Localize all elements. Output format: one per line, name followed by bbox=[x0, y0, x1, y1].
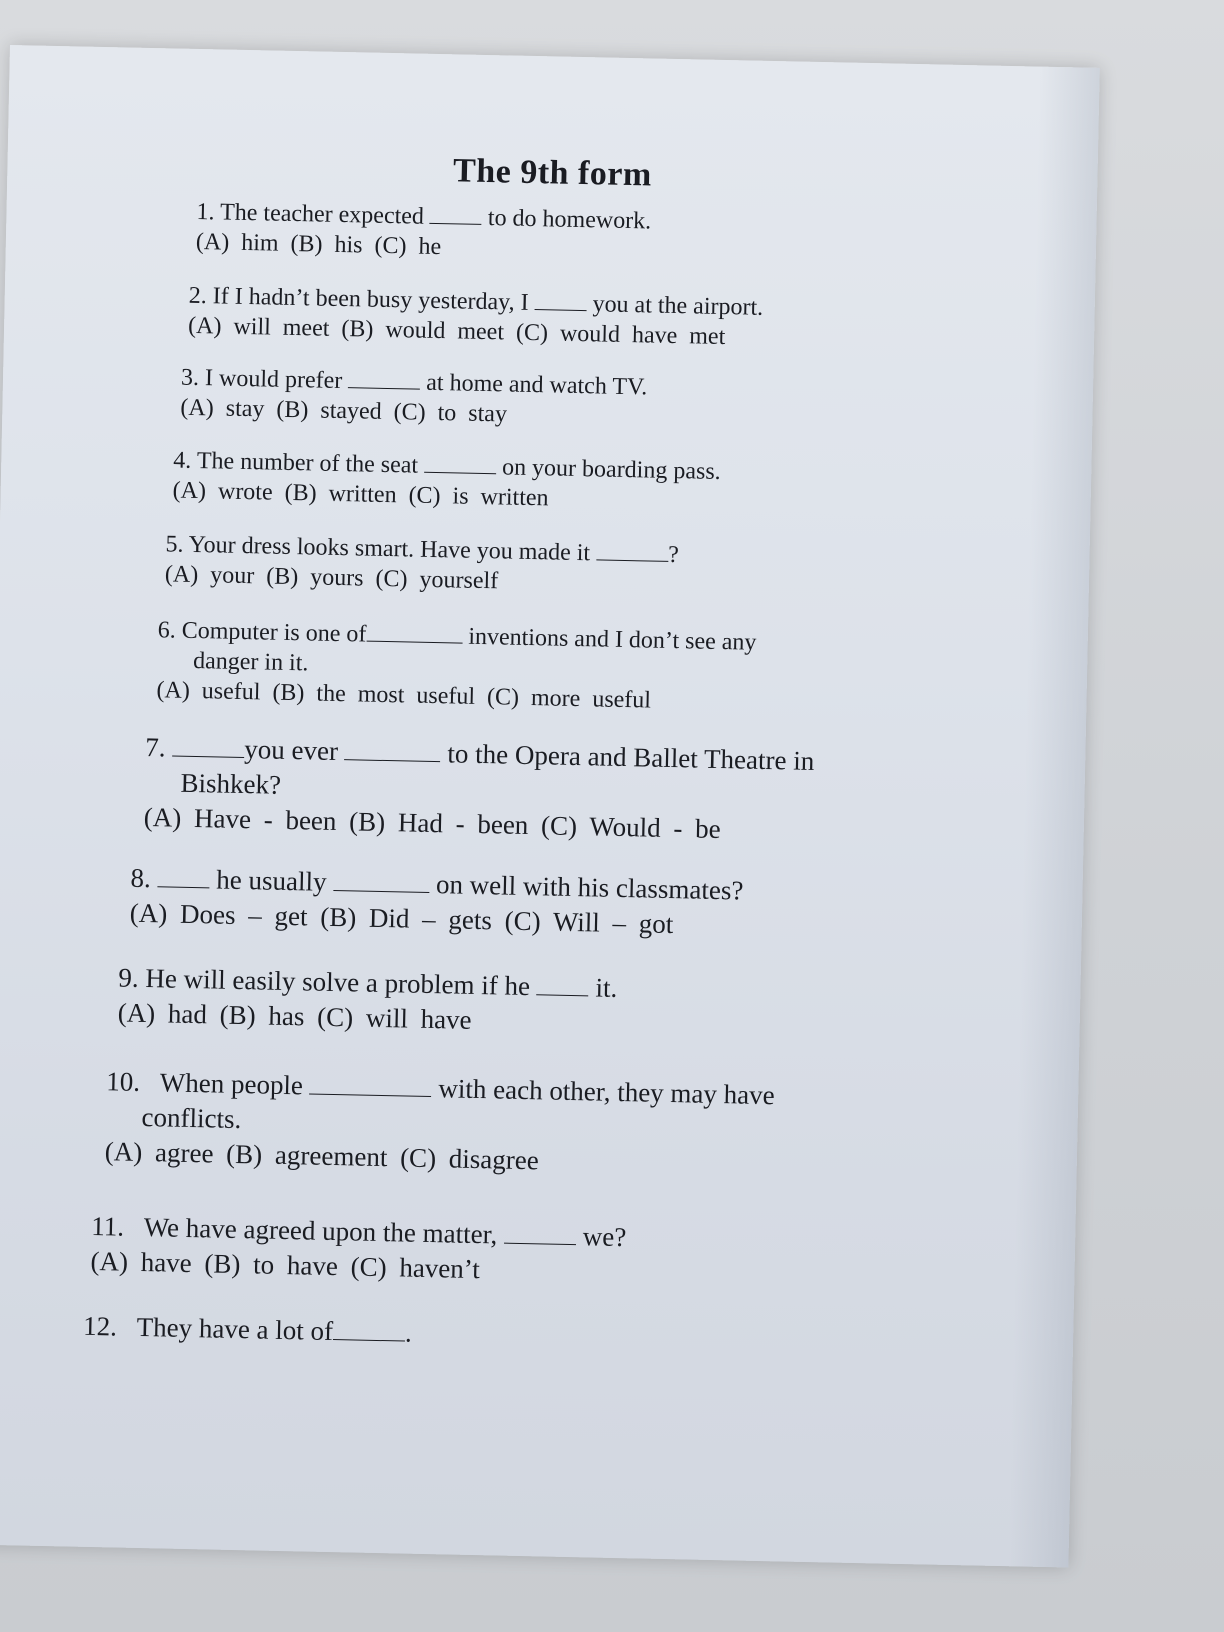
answer-options: (A) will meet (B) would meet (C) would have met bbox=[187, 312, 726, 351]
question-3 bbox=[180, 363, 1041, 441]
question-number: 9. bbox=[118, 962, 140, 993]
question-text-after: ? bbox=[667, 541, 680, 569]
question-text-before: The teacher expected bbox=[219, 199, 425, 230]
answer-options: (A) him (B) his (C) he bbox=[195, 228, 442, 261]
question-number: 3. bbox=[180, 364, 200, 392]
worksheet-content bbox=[0, 45, 1100, 1567]
question-text-before: If I hadn’t been busy yesterday, I bbox=[212, 283, 529, 316]
answer-options: (A) useful (B) the most useful (C) more useful bbox=[156, 677, 652, 714]
answer-blank bbox=[172, 736, 244, 759]
question-text-after: you at the airport. bbox=[592, 291, 764, 321]
question-text-before: Computer is one of bbox=[181, 617, 367, 648]
question-number: 8. bbox=[130, 862, 152, 894]
question-text-after: . bbox=[404, 1317, 413, 1348]
answer-blank bbox=[348, 367, 420, 390]
question-text-after: we? bbox=[582, 1221, 627, 1253]
question-text-before: I would prefer bbox=[204, 365, 343, 395]
question-text-before: They have a lot of bbox=[136, 1311, 334, 1347]
answer-blank bbox=[596, 539, 668, 562]
answer-blank bbox=[157, 866, 209, 888]
answer-blank bbox=[537, 974, 589, 996]
answer-blank bbox=[534, 289, 586, 311]
answer-blank bbox=[345, 739, 441, 762]
question-number: 12. bbox=[82, 1310, 118, 1342]
question-number: 10. bbox=[106, 1066, 141, 1097]
question-text-after: on well with his classmates? bbox=[435, 869, 744, 906]
answer-blank bbox=[504, 1223, 576, 1246]
paper-sheet bbox=[0, 45, 1100, 1567]
question-text-after: to do homework. bbox=[487, 205, 652, 235]
question-text-before: We have agreed upon the matter, bbox=[143, 1212, 498, 1250]
answer-options: (A) wrote (B) written (C) is written bbox=[172, 477, 549, 512]
question-number: 7. bbox=[145, 731, 166, 763]
question-7 bbox=[143, 730, 1005, 853]
answer-blank bbox=[430, 203, 482, 225]
answer-options: (A) your (B) yours (C) yourself bbox=[164, 561, 499, 595]
answer-blank bbox=[310, 1074, 432, 1098]
question-2 bbox=[188, 281, 1049, 359]
question-6 bbox=[156, 615, 1018, 723]
answer-blank bbox=[366, 621, 462, 644]
question-number: 11. bbox=[90, 1210, 125, 1242]
question-number: 2. bbox=[188, 282, 208, 310]
question-number: 5. bbox=[165, 531, 184, 558]
question-9 bbox=[117, 960, 978, 1048]
question-text-after: inventions and I don’t see any bbox=[468, 623, 757, 656]
question-text-after: with each other, they may have bbox=[438, 1073, 775, 1111]
question-text-after: it. bbox=[595, 972, 618, 1003]
question-number: 6. bbox=[157, 617, 177, 644]
question-text-before: Your dress looks smart. Have you made it bbox=[188, 531, 591, 567]
question-11 bbox=[90, 1209, 951, 1297]
question-4 bbox=[172, 446, 1033, 524]
question-text-middle: he usually bbox=[216, 864, 327, 897]
answer-options: (A) have (B) to have (C) haven’t bbox=[90, 1245, 481, 1285]
question-number: 4. bbox=[173, 447, 192, 474]
answer-options: (A) stay (B) stayed (C) to stay bbox=[180, 394, 508, 428]
question-continuation: conflicts. bbox=[141, 1101, 242, 1135]
question-8 bbox=[129, 861, 990, 949]
question-number: 1. bbox=[196, 198, 215, 226]
question-text-before: When people bbox=[159, 1067, 304, 1101]
question-text-after: on your boarding pass. bbox=[501, 454, 721, 485]
question-continuation: danger in it. bbox=[192, 647, 309, 677]
question-12 bbox=[83, 1309, 944, 1362]
question-text-after: to the Opera and Ballet Theatre in bbox=[447, 738, 815, 776]
answer-blank bbox=[424, 452, 496, 475]
question-text-before: He will easily solve a problem if he bbox=[145, 963, 531, 1002]
page-title: The 9th form bbox=[452, 152, 653, 194]
question-5 bbox=[165, 529, 1026, 607]
answer-options: (A) Does – get (B) Did – gets (C) Will – got bbox=[129, 897, 674, 940]
question-10 bbox=[104, 1064, 966, 1187]
question-1 bbox=[196, 197, 1057, 275]
question-text-middle: you ever bbox=[243, 734, 339, 767]
answer-options: (A) Have - been (B) Had - been (C) Would - be bbox=[143, 801, 721, 845]
answer-blank bbox=[333, 1319, 405, 1342]
question-continuation: Bishkek? bbox=[180, 767, 282, 800]
answer-options: (A) had (B) has (C) will have bbox=[117, 997, 472, 1035]
question-text-before: The number of the seat bbox=[196, 448, 419, 479]
question-text-after: at home and watch TV. bbox=[426, 369, 648, 401]
answer-blank bbox=[333, 870, 429, 893]
answer-options: (A) agree (B) agreement (C) disagree bbox=[104, 1136, 540, 1176]
